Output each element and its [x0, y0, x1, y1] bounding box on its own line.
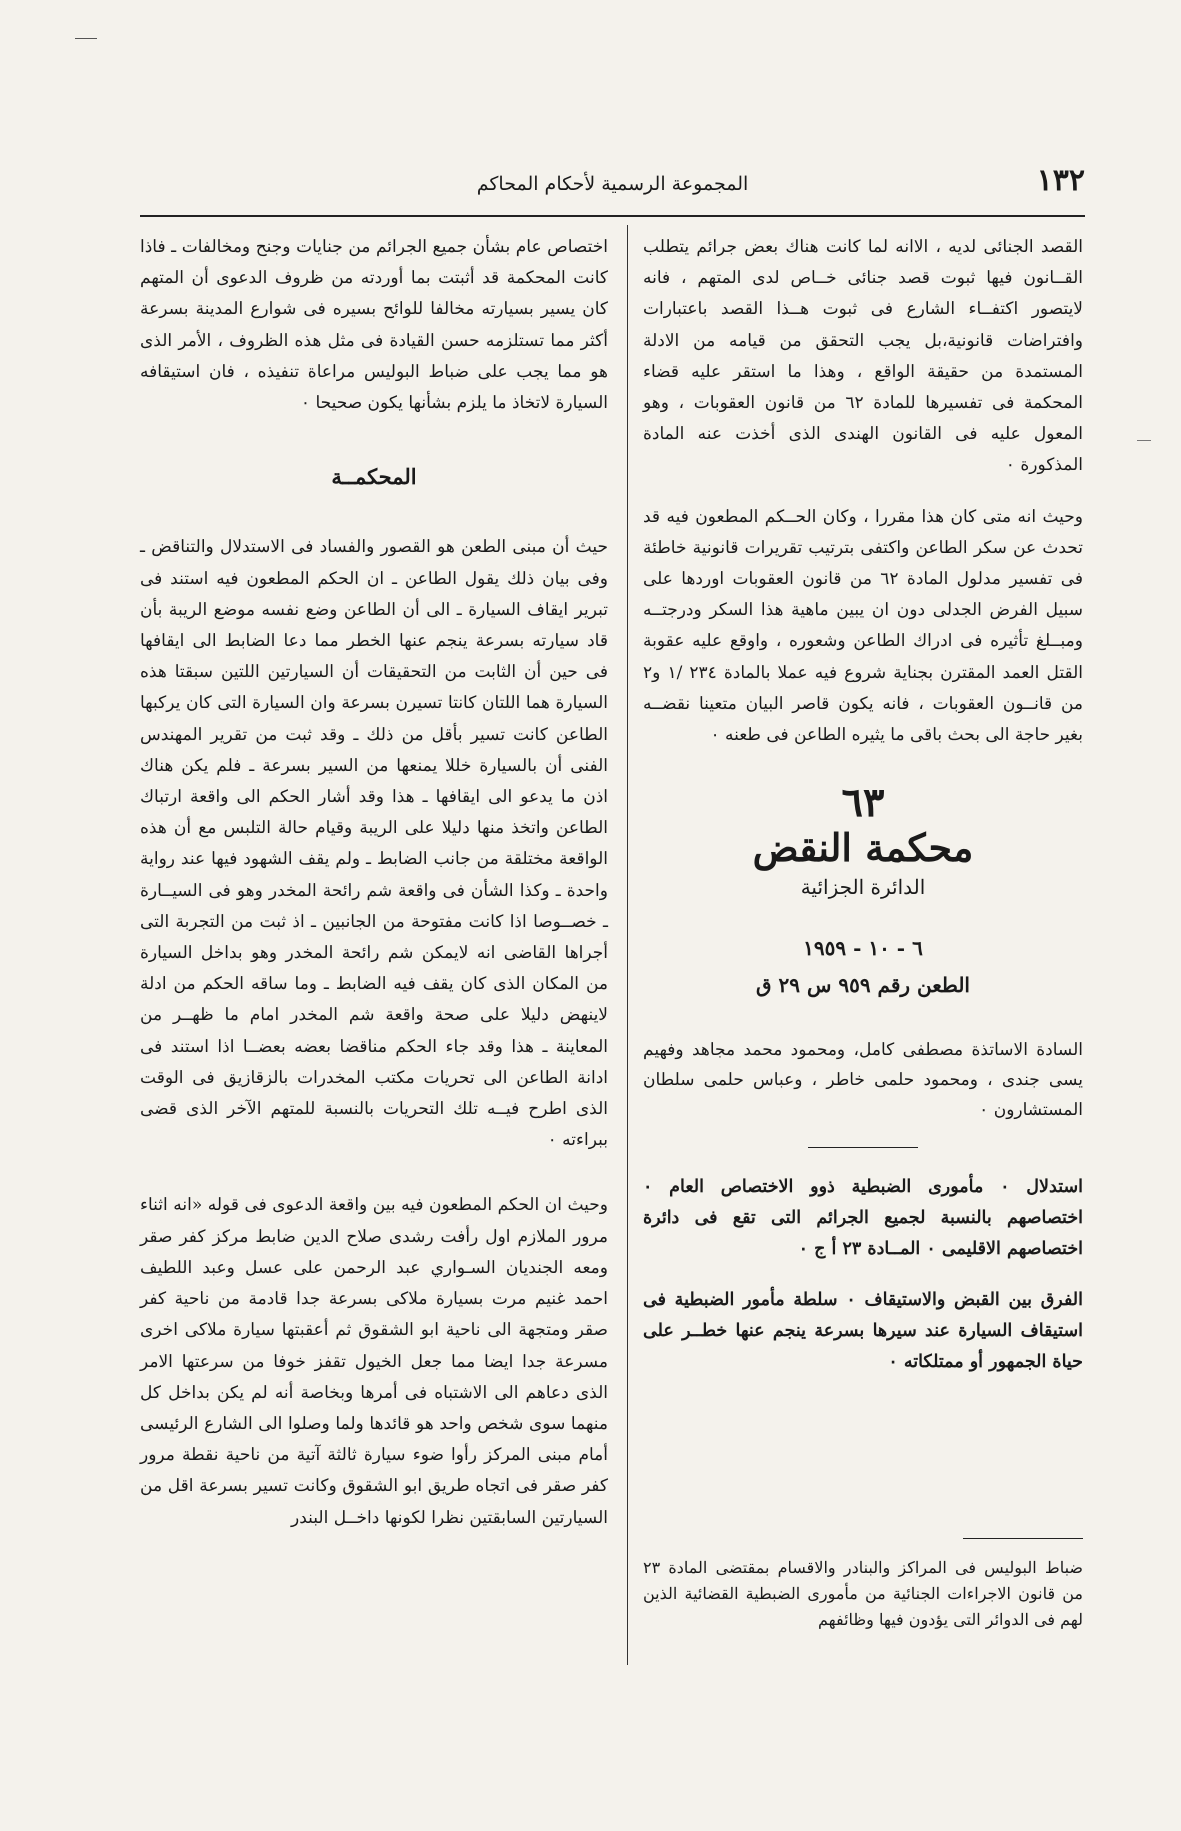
page-number: ١٣٢: [1036, 163, 1085, 198]
court-name: محكمة النقض: [752, 825, 974, 871]
paragraph: اختصاص عام بشأن جميع الجرائم من جنايات وجنح ومخالفات ـ فاذا كانت المحكمة قد أثبتت بما أوردته من ظروف الدعوى أن المتهم كان يسير بسيارته مخالفا للوائح بسيره فى شوارع المدينة بسرعة أكثر مما تستلزمه حسن القيادة فى مثل هذه الظروف ، الأمر الذى هو مما يجب على ضباط البوليس مراعاة تنفيذه ، فان استيقافه السيارة لاتخاذ ما يلزم بشأنها يكون صحيحا ٠: [140, 237, 608, 414]
appeal-number: الطعن رقم ٩٥٩ س ٢٩ ق: [756, 973, 970, 998]
paragraph: وحيث ان الحكم المطعون فيه بين واقعة الدعوى فى قوله «انه اثناء مرور الملازم اول رأفت رشدى صلاح الدين ضابط مركز كفر صقر ومعه الجنديان السـواري عبد الرحمن على عسل وعبد اللطيف احمد غنيم مرت بسيارة ملاكى بسرعة جدا قادمة من ناحية كفر صقر ومتجهة الى ناحية ابو الشقوق ثم أعقبتها سيارة ملاكى اخرى مسرعة جدا ايضا مما جعل الخيول تقفز خوفا من سرعتها الامر الذى دعاهم الى الاشتباه فى أمرها وبخاصة أنه لم يكن بداخل كل منهما سوى شخص واحد هو قائدها ولما وصلوا الى الشارع الرئيسى أمام مبنى المركز رأوا ضوء سيارة ثالثة آتية من ناحية نقطة مرور كفر صقر فى اتجاه طريق ابو الشقوق وكانت تسير بسرعة اقل من السيارتين السابقتين نظرا لكونها داخــل البندر: [140, 1195, 608, 1528]
right-column: [643, 232, 1083, 1649]
column-divider: [627, 225, 628, 1665]
court-division: الدائرة الجزائية: [800, 874, 926, 899]
judges-list: السادة الاساتذة مصطفى كامل، ومحمود محمد مجاهد وفهيم يسى جندى ، ومحمود حلمى خاطر ، وعباس حلمى سلطان المستشارون ٠: [643, 1040, 1083, 1121]
margin-mark: [1137, 440, 1151, 441]
footnote-rule: [963, 1538, 1083, 1539]
paragraph: حيث أن مبنى الطعن هو القصور والفساد فى الاستدلال والتناقض ـ وفى بيان ذلك يقول الطاعن ـ ان الحكم المطعون فيه استند فى تبرير ايقاف السيارة ـ الى أن الطاعن وضع نفسه موضع الريبة بأن قاد سيارته بسرعة ينجم عنها الخطر مما دعا الضابط الى ايقافها فى حين أن الثابت من التحقيقات أن السيارتين اللتين سبقتا هذه السيارة هما اللتان كانتا تسيرن بسرعة وان السيارة التى كان يركبها الطاعن كانت تسير بأقل من ذلك ـ وقد ثبت من تقرير المهندس الفنى أن بالسيارة خللا يمنعها من السير بسرعة ـ فلم يكن هناك اذن ما يدعو الى ايقافها ـ هذا وقد أشار الحكم الى واقعة ارتباك الطاعن واتخذ منها دليلا على الريبة وقيام حالة التلبس مع أن هذه الواقعة مختلقة من جانب الضابط ـ ولم يقف الشهود فيها عند رواية واحدة ـ وكذا الشأن فى واقعة شم رائحة المخدر وهو فى السيــارة ـ خصــوصا اذا كانت مفتوحة من الجانبين ـ اذ ثبت من التجربة التى أجراها القاضى انه لايمكن شم رائحة المخدر وهو بداخل السيارة من المكان الذى كان يقف فيه الضابط ـ وما ساقه الحكم من ادلة لاينهض دليلا على صحة واقعة شم المخدر امام ما ظهــر من المعاينة ـ هذا وقد جاء الحكم مناقضا بعضه بعضــا اذا استند فى ادانة الطاعن الى تحريات مكتب المخدرات بالزقازيق فى الوقت الذى اطرح فيــه تلك التحريات بالنسبة للمتهم الآخر الذى قضى ببراءته ٠: [140, 537, 609, 1151]
margin-mark: [75, 38, 97, 39]
page-header: [140, 165, 1085, 201]
session-date: ٦ - ١٠ - ١٩٥٩: [803, 935, 923, 960]
separator-rule: [808, 1147, 918, 1148]
case-number: ٦٣: [841, 779, 885, 827]
headnote-point: الفرق بين القبض والاستيقاف ٠ سلطة مأمور الضبطية فى استيقاف السيارة عند سيرها بسرعة ينجم عنها خطــر على حياة الجمهور أو ممتلكاته ٠: [643, 1290, 1083, 1373]
running-title: المجموعة الرسمية لأحكام المحاكم: [476, 173, 749, 195]
headnote-point: استدلال ٠ مأمورى الضبطية ذوو الاختصاص العام ٠ اختصاصهم بالنسبة لجميع الجرائم التى تقع فى دائرة اختصاصهم الاقليمى ٠ المــادة ٢٣ أ ج ٠: [643, 1177, 1083, 1260]
paragraph: وحيث انه متى كان هذا مقررا ، وكان الحــكم المطعون فيه قد تحدث عن سكر الطاعن واكتفى بترتيب تقريرات قانونية خاطئة فى تفسير مدلول المادة ٦٢ من قانون العقوبات اوردها على سبيل الفرض الجدلى دون ان يبين ماهية هذا السكر ودرجتــه ومبــلغ تأثيره فى ادراك الطاعن وشعوره ، واوقع عليه عقوبة القتل العمد المقترن بجناية شروع فيه عملا بالمادة ٢٣٤ /١ و٢ من قانــون العقوبات ، فانه يكون قاصر البيان متعينا نقضــه بغير حاجة الى بحث باقى ما يثيره الطاعن فى طعنه ٠: [643, 506, 1083, 746]
left-column: [140, 232, 608, 1554]
paragraph: القصد الجنائى لديه ، الاانه لما كانت هناك بعض جرائم يتطلب القــانون فيها ثبوت قصد جنائى خــاص لدى المتهم ، فانه لايتصور اكتفــاء الشارع فى ثبوت هــذا القصد باعتبارات وافتراضات قانونية،بل يجب التحقق من قيامه من الادلة المستمدة من حقيقة الواقع ، وهذا ما استقر عليه قضاء المحكمة فى تفسيرها للمادة ٦٢ من قانون العقوبات ، وهو المعول عليه فى القانون الهندى الذى أخذت عنه المادة المذكورة ٠: [643, 237, 1084, 476]
footnote-text: ضباط البوليس فى المراكز والبنادر والاقسام بمقتضى المادة ٢٣ من قانون الاجراءات الجنائية من مأمورى الضبطية القضائية الذين لهم فى الدوائر التى يؤدون فيها وظائفهم: [643, 1558, 1083, 1630]
header-rule: [140, 215, 1085, 217]
section-title: المحكمــة: [331, 464, 417, 490]
